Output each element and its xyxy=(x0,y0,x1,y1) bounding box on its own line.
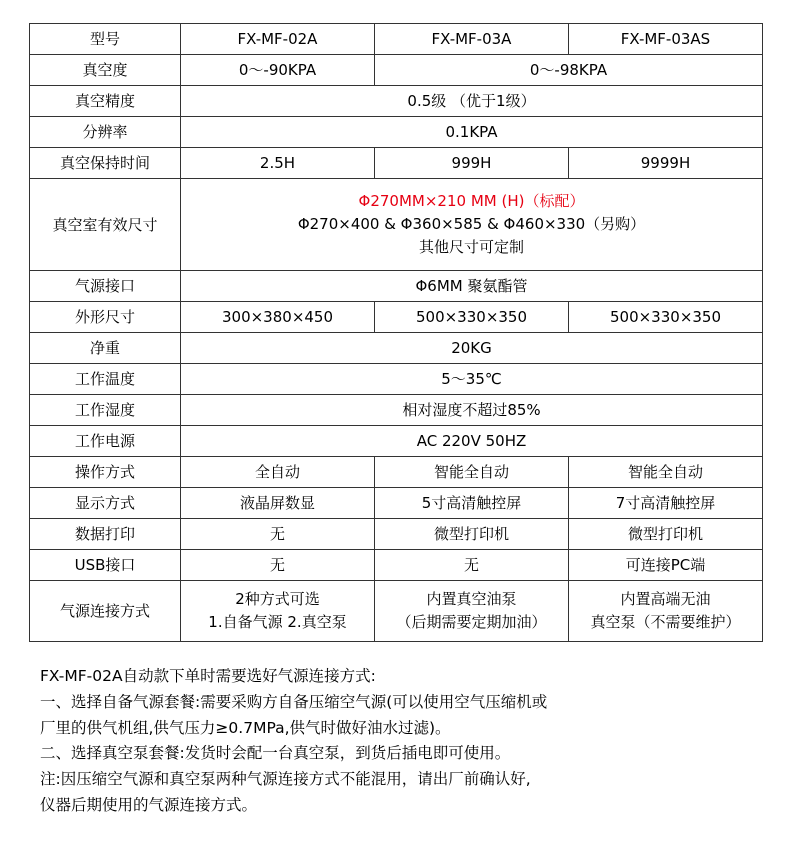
row-connection xyxy=(30,581,763,642)
row-hold-time xyxy=(30,148,763,179)
connection-1-line2: 1.自备气源 2.真空泵 xyxy=(208,613,347,631)
vacuum-1: 0～-90KPA xyxy=(181,55,375,86)
chamber-value xyxy=(181,179,763,271)
printing-3: 微型打印机 xyxy=(569,519,763,550)
model-1: FX-MF-02A xyxy=(181,24,375,55)
label-resolution: 分辨率 xyxy=(30,117,181,148)
label-power: 工作电源 xyxy=(30,426,181,457)
operation-2: 智能全自动 xyxy=(375,457,569,488)
connection-2-line1: 内置真空油泵 xyxy=(426,590,517,608)
note-line: 仪器后期使用的气源连接方式。 xyxy=(40,795,258,814)
row-printing xyxy=(30,519,763,550)
row-dimensions xyxy=(30,302,763,333)
printing-2: 微型打印机 xyxy=(375,519,569,550)
note-line: 注:因压缩空气源和真空泵两种气源连接方式不能混用，请出厂前确认好, xyxy=(40,770,531,789)
dimensions-3: 500×330×350 xyxy=(569,302,763,333)
row-power xyxy=(30,426,763,457)
note-line: 二、选择真空泵套餐:发货时会配一台真空泵，到货后插电即可使用。 xyxy=(40,744,511,763)
label-humidity: 工作湿度 xyxy=(30,395,181,426)
chamber-optional: Φ270×400 & Φ360×585 & Φ460×330（另购） xyxy=(297,215,646,233)
label-air-port: 气源接口 xyxy=(30,271,181,302)
label-dimensions: 外形尺寸 xyxy=(30,302,181,333)
row-usb xyxy=(30,550,763,581)
row-resolution xyxy=(30,117,763,148)
label-connection: 气源连接方式 xyxy=(30,581,181,642)
label-accuracy: 真空精度 xyxy=(30,86,181,117)
connection-2 xyxy=(375,581,569,642)
dimensions-2: 500×330×350 xyxy=(375,302,569,333)
vacuum-23: 0～-98KPA xyxy=(375,55,763,86)
hold-time-1: 2.5H xyxy=(181,148,375,179)
row-accuracy xyxy=(30,86,763,117)
dimensions-1: 300×380×450 xyxy=(181,302,375,333)
connection-2-line2: （后期需要定期加油） xyxy=(396,613,547,631)
row-air-port xyxy=(30,271,763,302)
row-operation xyxy=(30,457,763,488)
usb-1: 无 xyxy=(181,550,375,581)
label-vacuum: 真空度 xyxy=(30,55,181,86)
resolution-value: 0.1KPA xyxy=(181,117,763,148)
power-value: AC 220V 50HZ xyxy=(181,426,763,457)
display-2: 5寸高清触控屏 xyxy=(375,488,569,519)
chamber-standard: Φ270MM×210 MM (H)（标配） xyxy=(358,192,585,210)
display-3: 7寸高清触控屏 xyxy=(569,488,763,519)
usb-3: 可连接PC端 xyxy=(569,550,763,581)
row-temp xyxy=(30,364,763,395)
connection-3-line1: 内置高端无油 xyxy=(620,590,711,608)
connection-3 xyxy=(569,581,763,642)
model-2: FX-MF-03A xyxy=(375,24,569,55)
label-temp: 工作温度 xyxy=(30,364,181,395)
operation-1: 全自动 xyxy=(181,457,375,488)
temp-value: 5～35℃ xyxy=(181,364,763,395)
display-1: 液晶屏数显 xyxy=(181,488,375,519)
label-hold-time: 真空保持时间 xyxy=(30,148,181,179)
row-weight xyxy=(30,333,763,364)
humidity-value: 相对湿度不超过85% xyxy=(181,395,763,426)
accuracy-value: 0.5级 （优于1级） xyxy=(181,86,763,117)
label-weight: 净重 xyxy=(30,333,181,364)
label-model: 型号 xyxy=(30,24,181,55)
label-chamber: 真空室有效尺寸 xyxy=(30,179,181,271)
air-port-value: Φ6MM 聚氨酯管 xyxy=(181,271,763,302)
usb-2: 无 xyxy=(375,550,569,581)
note-line: 厂里的供气机组,供气压力≥0.7MPa,供气时做好油水过滤)。 xyxy=(40,718,451,737)
note-line: 一、选择自备气源套餐:需要采购方自备压缩空气源(可以使用空气压缩机或 xyxy=(40,692,548,711)
connection-1 xyxy=(181,581,375,642)
printing-1: 无 xyxy=(181,519,375,550)
hold-time-2: 999H xyxy=(375,148,569,179)
note-line: FX-MF-02A自动款下单时需要选好气源连接方式: xyxy=(40,667,376,685)
label-usb: USB接口 xyxy=(30,550,181,581)
hold-time-3: 9999H xyxy=(569,148,763,179)
chamber-custom: 其他尺寸可定制 xyxy=(418,238,524,256)
label-display: 显示方式 xyxy=(30,488,181,519)
order-notes xyxy=(40,664,760,819)
connection-1-line1: 2种方式可选 xyxy=(235,590,320,608)
row-model xyxy=(30,24,763,55)
row-chamber xyxy=(30,179,763,271)
model-3: FX-MF-03AS xyxy=(569,24,763,55)
operation-3: 智能全自动 xyxy=(569,457,763,488)
row-display xyxy=(30,488,763,519)
row-vacuum xyxy=(30,55,763,86)
weight-value: 20KG xyxy=(181,333,763,364)
row-humidity xyxy=(30,395,763,426)
connection-3-line2: 真空泵（不需要维护） xyxy=(590,613,741,631)
label-operation: 操作方式 xyxy=(30,457,181,488)
spec-table xyxy=(29,23,763,642)
label-printing: 数据打印 xyxy=(30,519,181,550)
